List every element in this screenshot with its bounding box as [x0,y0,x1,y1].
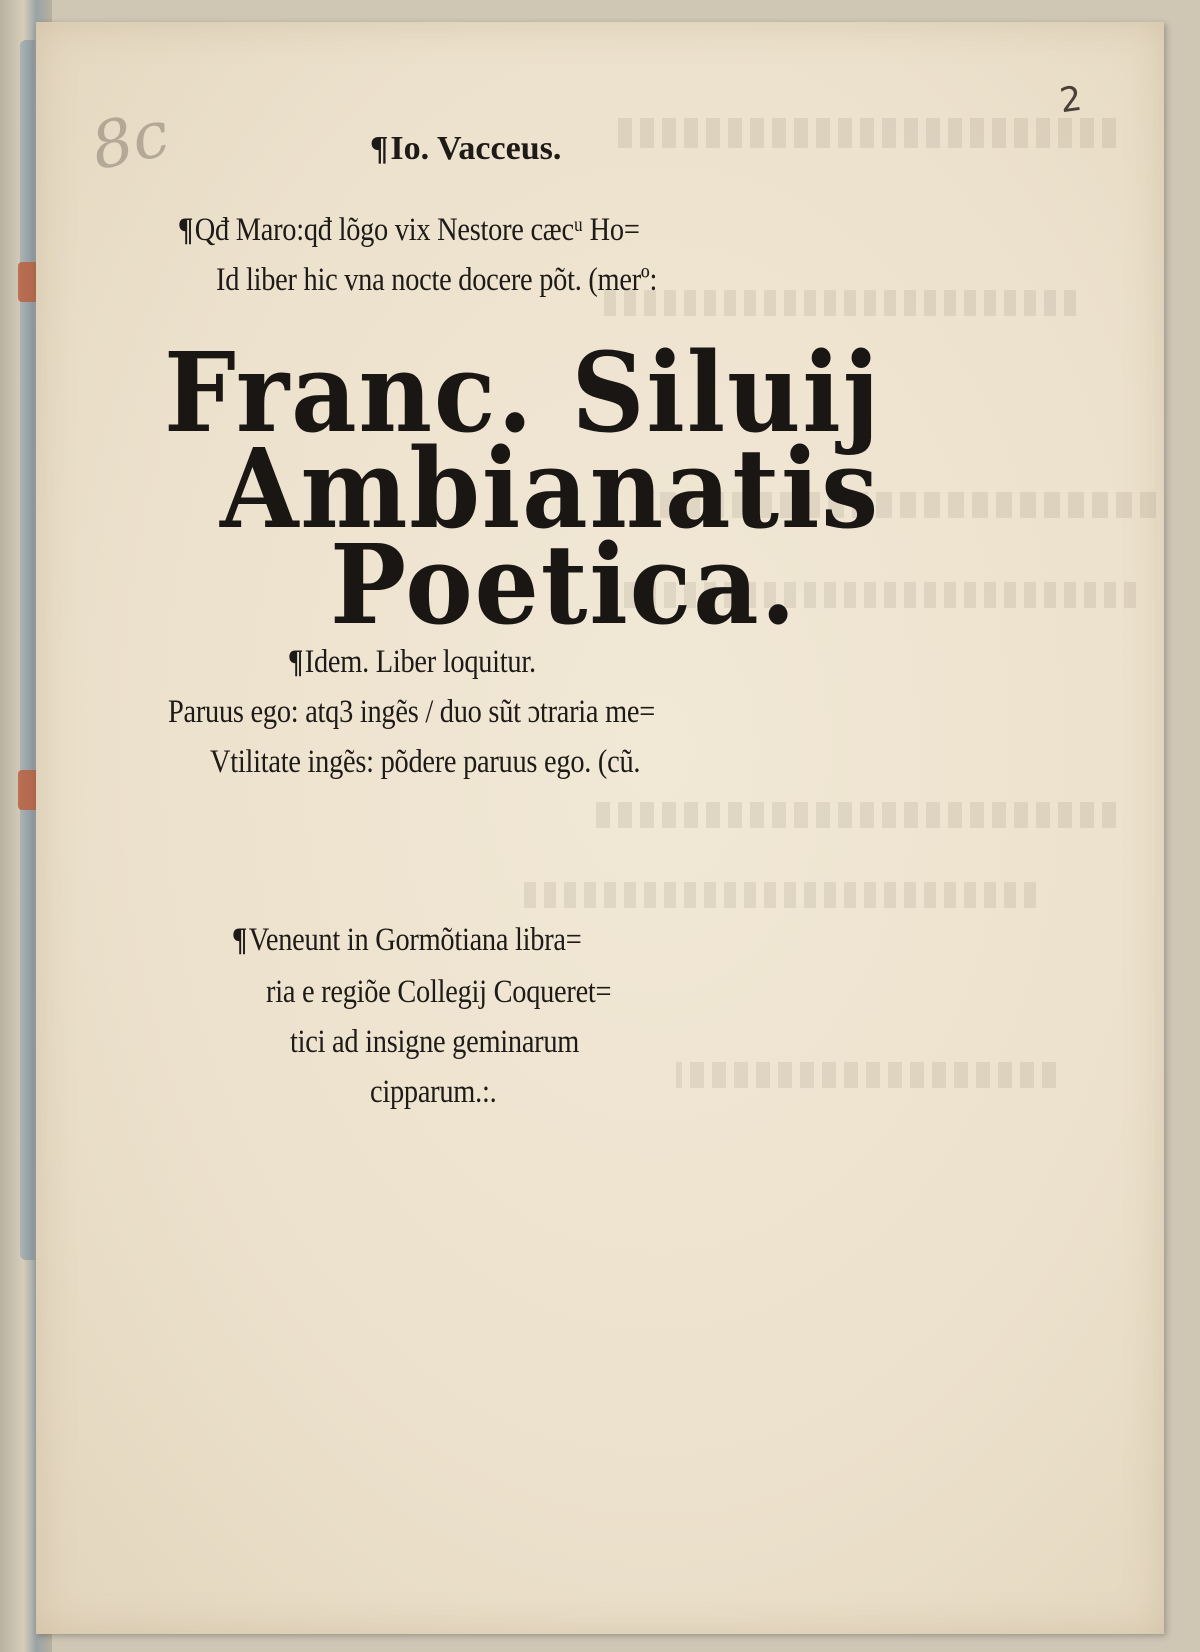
epigram-line-1: ¶Qđ Maro:qđ lõgo vix Nestore cæcᵘ Ho= [178,212,640,248]
page-number: 2 [1057,78,1085,122]
imprint-line-1: ¶Veneunt in Gormõtiana libra= [232,922,582,958]
liber-line-1: Paruus ego: atq3 ingẽs / duo sũt ɔtraria me= [168,694,656,730]
pilcrow-icon: ¶ [288,644,304,680]
handwritten-shelfmark: 8c [85,96,176,186]
imprint-line-2: ria e regiõe Collegij Coqueret= [266,974,612,1010]
liber-rubric: ¶Idem. Liber loquitur. [288,644,536,680]
title-line-3: Poetica. [330,520,798,649]
author-rubric: ¶Io. Vacceus. [370,130,562,167]
imprint-line-4: cipparum.:. [370,1074,497,1110]
liber-line-2: Vtilitate ingẽs: põdere paruus ego. (cũ. [210,744,641,780]
epigram-line-2: Id liber hic vna nocte docere põt. (merº: [216,262,658,298]
book-page [36,22,1164,1634]
pilcrow-icon: ¶ [370,130,389,167]
pilcrow-icon: ¶ [178,212,194,248]
imprint-line-3: tici ad insigne geminarum [290,1024,580,1060]
title-line-2: Ambianatis [220,424,881,553]
title-line-1: Franc. Siluij [164,328,882,457]
pilcrow-icon: ¶ [232,922,248,958]
